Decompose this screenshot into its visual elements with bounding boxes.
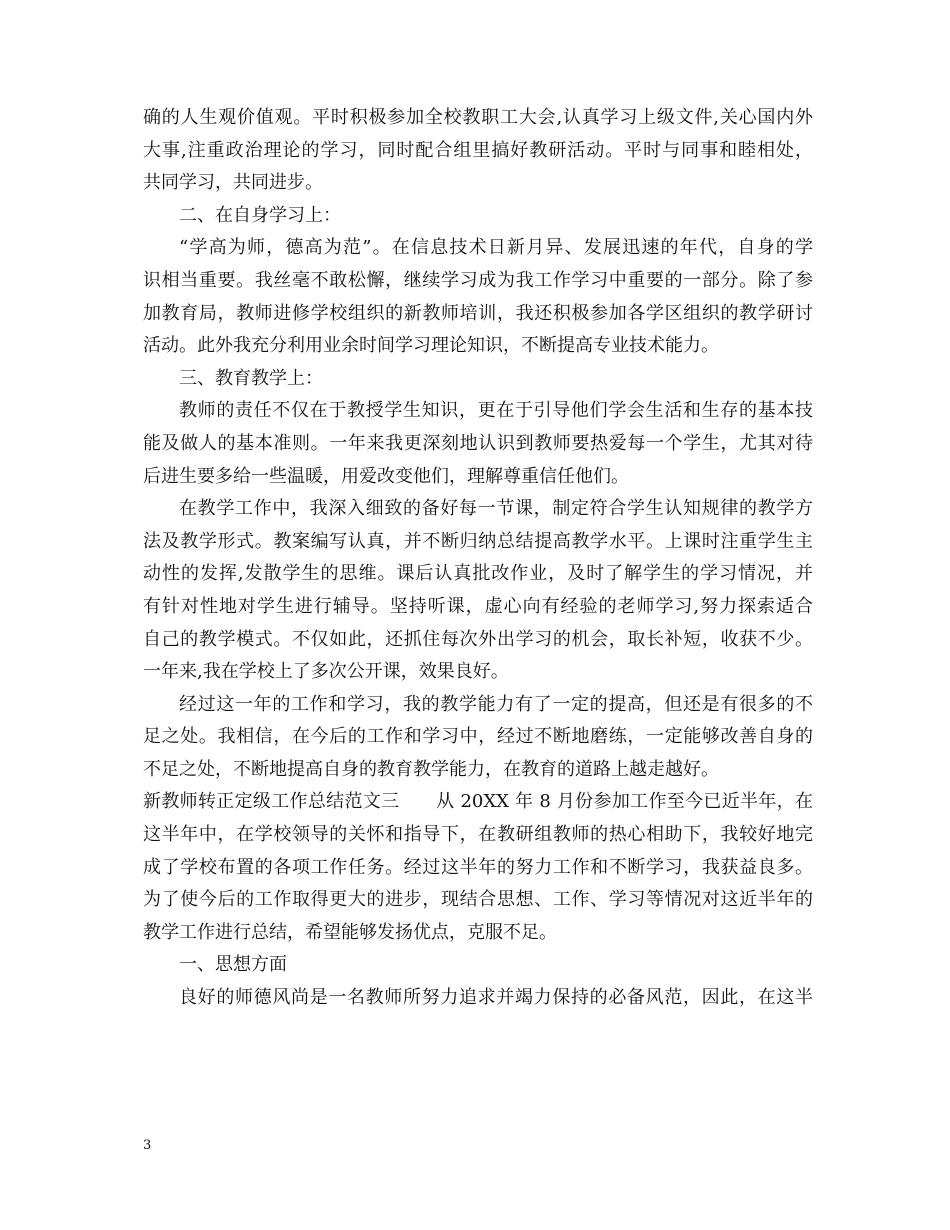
text-line: 在教学工作中，我深入细致的备好每一节课，制定符合学生认知规律的教学方 — [179, 498, 813, 520]
text-line: “学高为师，德高为范”。在信息技术日新月异、发展迅速的年代，自身的学 — [179, 237, 813, 259]
section-heading: 二、在自身学习上： — [179, 204, 341, 226]
section-heading: 一、思想方面 — [179, 954, 287, 976]
text-line: 不足之处，不断地提高自身的教育教学能力，在教育的道路上越走越好。 — [143, 758, 719, 780]
page-number: 3 — [143, 1138, 152, 1153]
section-heading: 三、教育教学上： — [179, 367, 323, 389]
text-line: 后进生要多给一些温暖，用爱改变他们，理解尊重信任他们。 — [143, 465, 629, 487]
text-line: 经过这一年的工作和学习，我的教学能力有了一定的提高，但还是有很多的不 — [179, 693, 813, 715]
text-line: 活动。此外我充分利用业余时间学习理论知识，不断提高专业技术能力。 — [143, 335, 719, 357]
text-line: 大事,注重政治理论的学习，同时配合组里搞好教研活动。平时与同事和睦相处， — [143, 139, 813, 161]
text-line: 能及做人的基本准则。一年来我更深刻地认识到教师要热爱每一个学生，尤其对待 — [143, 432, 813, 454]
text-line: 良好的师德风尚是一名教师所努力追求并竭力保持的必备风范，因此，在这半 — [179, 987, 813, 1009]
text-line: 为了使今后的工作取得更大的进步，现结合思想、工作、学习等情况对这近半年的 — [143, 889, 813, 911]
text-line: 一年来,我在学校上了多次公开课，效果良好。 — [143, 661, 509, 683]
text-line: 有针对性地对学生进行辅导。坚持听课，虚心向有经验的老师学习,努力探索适合 — [143, 595, 813, 617]
text-line: 共同学习，共同进步。 — [143, 172, 323, 194]
text-line: 确的人生观价值观。平时积极参加全校教职工大会,认真学习上级文件,关心国内外 — [143, 107, 813, 128]
text-line: 自己的教学模式。不仅如此，还抓住每次外出学习的机会，取长补短，收获不少。 — [143, 628, 813, 650]
text-line: 教学工作进行总结，希望能够发扬优点，克服不足。 — [143, 921, 557, 943]
text-line: 新教师转正定级工作总结范文三 从 20XX 年 8 月份参加工作至今已近半年，在 — [143, 791, 813, 813]
text-line: 识相当重要。我丝毫不敢松懈，继续学习成为我工作学习中重要的一部分。除了参 — [143, 269, 813, 291]
text-line: 成了学校布置的各项工作任务。经过这半年的努力工作和不断学习，我获益良多。 — [143, 856, 813, 878]
text-line: 加教育局，教师进修学校组织的新教师培训，我还积极参加各学区组织的教学研讨 — [143, 302, 813, 324]
text-line: 法及教学形式。教案编写认真，并不断归纳总结提高教学水平。上课时注重学生主 — [143, 530, 813, 552]
text-line: 这半年中，在学校领导的关怀和指导下，在教研组教师的热心相助下，我较好地完 — [143, 824, 813, 846]
text-line: 足之处。我相信，在今后的工作和学习中，经过不断地磨练，一定能够改善自身的 — [143, 726, 813, 748]
text-line: 动性的发挥,发散学生的思维。课后认真批改作业，及时了解学生的学习情况，并 — [143, 563, 813, 585]
text-line: 教师的责任不仅在于教授学生知识，更在于引导他们学会生活和生存的基本技 — [179, 400, 813, 422]
document-body — [143, 102, 813, 1015]
